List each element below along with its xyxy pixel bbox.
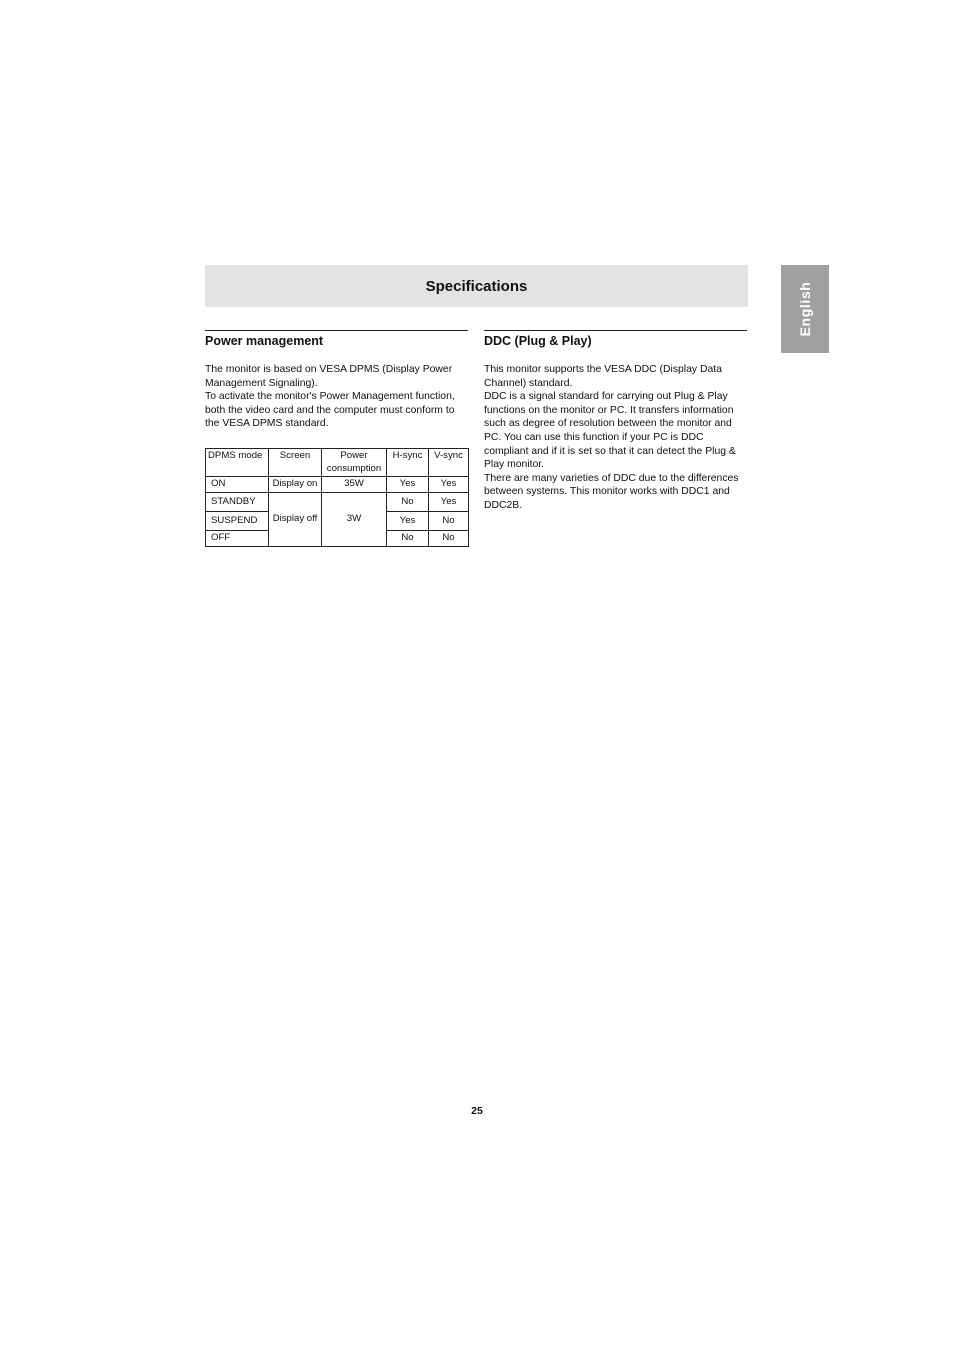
ddc-heading: DDC (Plug & Play) [484,334,592,348]
table-cell: SUSPEND [206,512,269,531]
table-cell: ON [206,477,269,493]
table-header-row [206,449,469,477]
table-cell: Yes [387,512,429,531]
section-divider [484,330,747,331]
table-cell: Display on [269,477,322,493]
table-row [206,477,469,493]
power-management-heading: Power management [205,334,324,348]
table-cell: No [387,493,429,512]
table-cell: No [387,531,429,547]
column-header: H-sync [387,449,429,477]
ddc-section [484,330,747,513]
table-cell: Yes [429,477,469,493]
language-tab-label: English [797,281,813,337]
table-cell: 3W [322,493,387,547]
table-cell: Yes [429,493,469,512]
paragraph: To activate the monitor's Power Management function, both the video card and the computer must conform to the VESA DPMS standard. [205,391,455,430]
table-cell: Yes [387,477,429,493]
column-header: Screen [269,449,322,477]
table-cell: Display off [269,493,322,547]
power-management-body [205,363,468,431]
paragraph: This monitor supports the VESA DDC (Display Data Channel) standard. [484,364,722,389]
table-cell: STANDBY [206,493,269,512]
table-cell: OFF [206,531,269,547]
table-cell: No [429,531,469,547]
paragraph: DDC is a signal standard for carrying out Plug & Play functions on the monitor or PC. It transfers information such as degree of resolution between the monitor and PC. You can use this function if your PC is DDC compliant and if it is set so that it can detect the Plug & Play monitor. [484,391,736,471]
paragraph: There are many varieties of DDC due to the differences between systems. This monitor works with DDC1 and DDC2B. [484,472,739,511]
page-number: 25 [471,1105,483,1117]
paragraph: The monitor is based on VESA DPMS (Display Power Management Signaling). [205,364,453,389]
power-management-section [205,330,468,431]
ddc-body [484,363,747,513]
page-title: Specifications [425,278,528,295]
column-header: Power consumption [322,449,387,477]
dpms-table [205,448,469,547]
section-divider [205,330,468,331]
section-header-band [205,265,748,307]
table-row [206,493,469,512]
table-cell: No [429,512,469,531]
column-header: V-sync [429,449,469,477]
table-cell: 35W [322,477,387,493]
language-tab [781,265,829,353]
column-header: DPMS mode [206,449,269,477]
